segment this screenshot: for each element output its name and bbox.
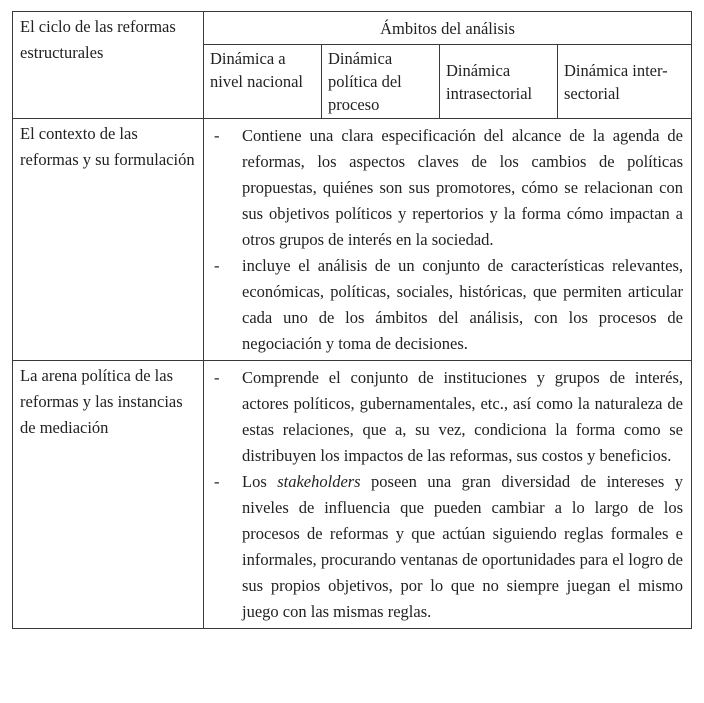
- item-text: [242, 472, 683, 621]
- item-text: incluye el análisis de un conjunto de características relevantes, económicas, políticas, sociales, históricas, que permiten articular cada uno de los ámbitos del análisis, con los procesos de negociación y toma de decisiones.: [242, 256, 683, 353]
- subheader-politica: Dinámica política del proceso: [322, 45, 440, 119]
- row-content: [204, 361, 692, 629]
- row-label: La arena política de las reformas y las instancias de mediación: [13, 361, 204, 629]
- list-item: [214, 365, 683, 469]
- row-content: [204, 119, 692, 361]
- list-item: [214, 123, 683, 253]
- item-text-pre: Los: [242, 472, 278, 491]
- item-text-italic: stakeholders: [277, 472, 361, 491]
- dash-marker: -: [214, 256, 220, 275]
- subheader-nacional: Dinámica a nivel nacional: [204, 45, 322, 119]
- ambitos-header: Ámbitos del análisis: [204, 12, 692, 45]
- reform-analysis-table: [12, 11, 692, 629]
- corner-header: El ciclo de las reformas estructurales: [13, 12, 204, 119]
- item-text: Comprende el conjunto de instituciones y grupos de interés, actores políticos, gubernamentales, etc., así como la naturaleza de estas relaciones, que a, su vez, condiciona la forma como se distribuyen los impactos de las reformas, sus costos y beneficios.: [242, 368, 683, 465]
- dash-marker: -: [214, 368, 220, 387]
- table-row: [13, 119, 692, 361]
- subheader-intersectorial: Dinámica inter-sectorial: [558, 45, 692, 119]
- table-row: [13, 361, 692, 629]
- header-row: [13, 12, 692, 45]
- item-text: Contiene una clara especificación del alcance de la agenda de reformas, los aspectos claves de los cambios de políticas propuestas, quiénes son sus promotores, cómo se relacionan con sus objetivos políticos y repertorios y la forma cómo impactan a otros grupos de interés en la sociedad.: [242, 126, 683, 249]
- list-item: [214, 253, 683, 357]
- item-text-post: poseen una gran diversidad de intereses y niveles de influencia que pueden cambiar a lo largo de los procesos de reformas y que actúan siguiendo reglas formales e informales, procurando ventanas de oportunidades para el logro de sus propios objetivos, por lo que no siempre juegan el mismo juego con las mismas reglas.: [242, 472, 683, 621]
- dash-marker: -: [214, 126, 220, 145]
- list-item: [214, 469, 683, 625]
- row-label: El contexto de las reformas y su formulación: [13, 119, 204, 361]
- dash-marker: -: [214, 472, 220, 491]
- subheader-intrasectorial: Dinámica intrasectorial: [440, 45, 558, 119]
